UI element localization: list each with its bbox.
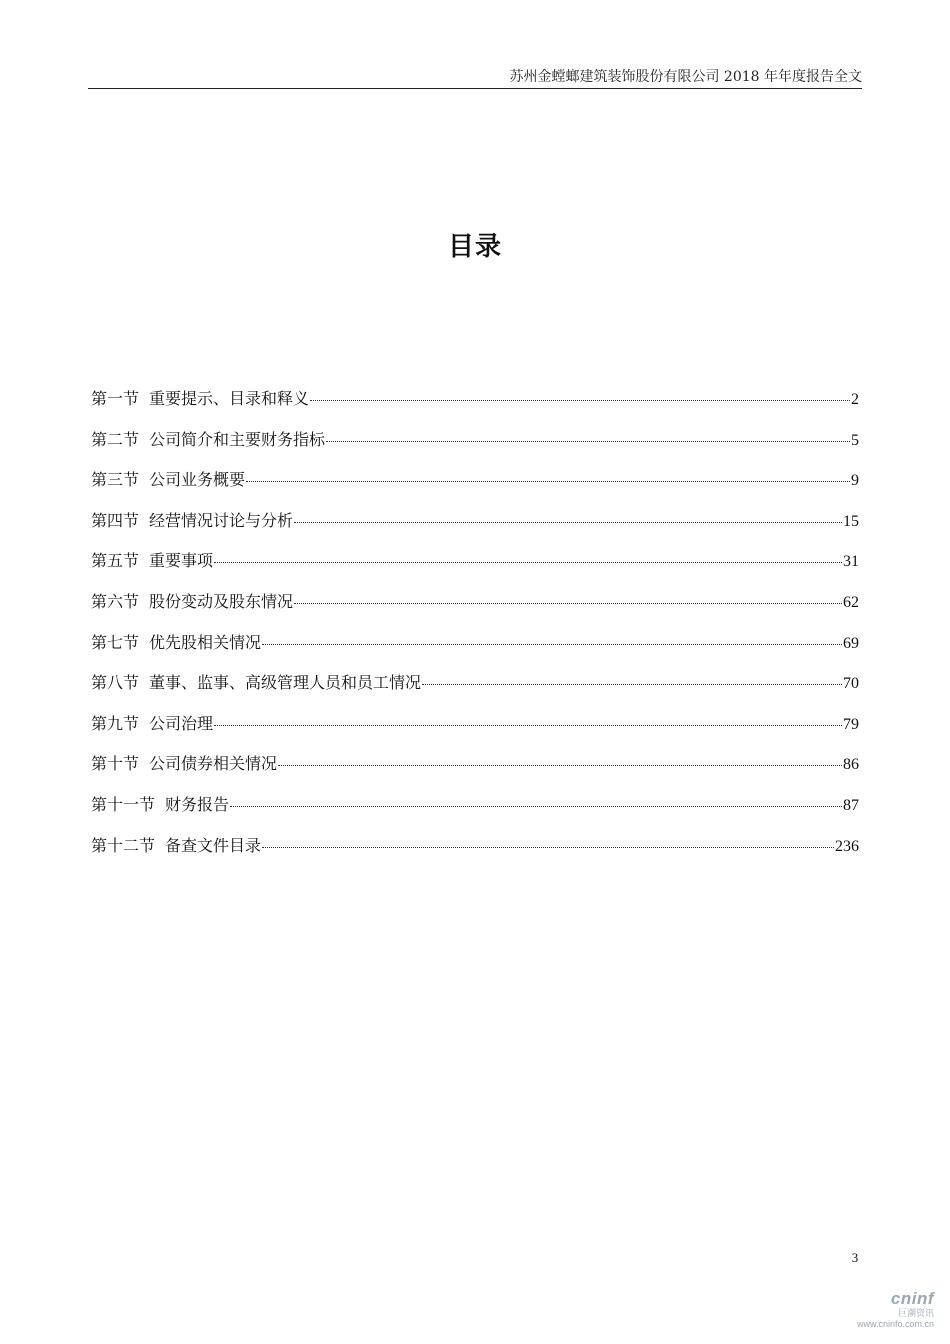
toc-section-number: 第十二节 bbox=[91, 835, 156, 855]
toc-section-title: 财务报告 bbox=[165, 794, 230, 814]
toc-entry[interactable] bbox=[91, 792, 859, 833]
toc-section-number: 第八节 bbox=[91, 673, 140, 693]
toc-section-number: 第九节 bbox=[91, 713, 140, 733]
toc-entry[interactable] bbox=[91, 630, 859, 671]
toc-section-title: 重要事项 bbox=[149, 551, 214, 571]
toc-section-title: 股份变动及股东情况 bbox=[149, 591, 294, 611]
logo-brand: cninf bbox=[890, 1289, 934, 1308]
table-of-contents bbox=[91, 386, 859, 873]
toc-section-number: 第三节 bbox=[91, 470, 140, 490]
toc-page-number: 86 bbox=[843, 756, 859, 774]
toc-entry[interactable] bbox=[91, 548, 859, 589]
toc-section-title: 董事、监事、高级管理人员和员工情况 bbox=[149, 673, 422, 693]
toc-entry[interactable] bbox=[91, 467, 859, 508]
cninfo-watermark-logo bbox=[850, 1289, 934, 1330]
toc-section-title: 经营情况讨论与分析 bbox=[149, 510, 294, 530]
toc-entry[interactable] bbox=[91, 508, 859, 549]
toc-section-number: 第二节 bbox=[91, 429, 140, 449]
toc-section-title: 公司治理 bbox=[149, 713, 214, 733]
toc-page-number: 31 bbox=[843, 553, 859, 571]
toc-page-number: 70 bbox=[843, 675, 859, 693]
toc-page-number: 79 bbox=[843, 715, 859, 733]
toc-page-number: 15 bbox=[843, 512, 859, 530]
logo-subtitle: 巨潮资讯 bbox=[897, 1309, 934, 1319]
toc-dot-leader bbox=[278, 765, 842, 766]
toc-dot-leader bbox=[214, 725, 842, 726]
toc-section-title: 公司简介和主要财务指标 bbox=[149, 429, 326, 449]
toc-dot-leader bbox=[230, 806, 842, 807]
toc-dot-leader bbox=[262, 644, 842, 645]
toc-section-number: 第六节 bbox=[91, 591, 140, 611]
toc-page-number: 5 bbox=[851, 431, 859, 449]
toc-section-title: 优先股相关情况 bbox=[149, 632, 262, 652]
toc-dot-leader bbox=[310, 400, 850, 401]
toc-section-number: 第十节 bbox=[91, 754, 140, 774]
toc-dot-leader bbox=[326, 441, 850, 442]
toc-entry[interactable] bbox=[91, 711, 859, 752]
toc-section-title: 重要提示、目录和释义 bbox=[149, 389, 310, 408]
toc-section-title: 公司债券相关情况 bbox=[149, 754, 278, 774]
toc-dot-leader bbox=[294, 603, 842, 604]
toc-section-number: 第一节 bbox=[91, 389, 140, 408]
toc-section-number: 第四节 bbox=[91, 510, 140, 530]
logo-url: www.cninfo.com.cn bbox=[856, 1319, 934, 1329]
page-number: 3 bbox=[851, 1250, 859, 1265]
running-header: 苏州金螳螂建筑装饰股份有限公司 2018 年年度报告全文 bbox=[509, 69, 862, 85]
toc-entry[interactable] bbox=[91, 833, 859, 874]
header-rule bbox=[88, 88, 862, 89]
toc-dot-leader bbox=[422, 684, 842, 685]
toc-page-number: 236 bbox=[835, 837, 859, 855]
toc-dot-leader bbox=[246, 481, 850, 482]
toc-page-number: 62 bbox=[843, 593, 859, 611]
toc-entry[interactable] bbox=[91, 589, 859, 630]
toc-page-number: 9 bbox=[851, 472, 859, 490]
toc-page-number: 69 bbox=[843, 634, 859, 652]
toc-dot-leader bbox=[262, 847, 834, 848]
toc-section-title: 备查文件目录 bbox=[165, 835, 262, 855]
toc-entry[interactable] bbox=[91, 751, 859, 792]
toc-entry[interactable] bbox=[91, 670, 859, 711]
toc-entry[interactable] bbox=[91, 427, 859, 468]
page-title: 目录 bbox=[447, 232, 502, 262]
toc-section-number: 第五节 bbox=[91, 551, 140, 571]
toc-dot-leader bbox=[294, 522, 842, 523]
toc-section-title: 公司业务概要 bbox=[149, 470, 246, 490]
toc-page-number: 2 bbox=[851, 391, 859, 408]
toc-entry[interactable] bbox=[91, 386, 859, 427]
toc-section-number: 第七节 bbox=[91, 632, 140, 652]
toc-page-number: 87 bbox=[843, 796, 859, 814]
toc-section-number: 第十一节 bbox=[91, 794, 156, 814]
toc-dot-leader bbox=[214, 562, 842, 563]
